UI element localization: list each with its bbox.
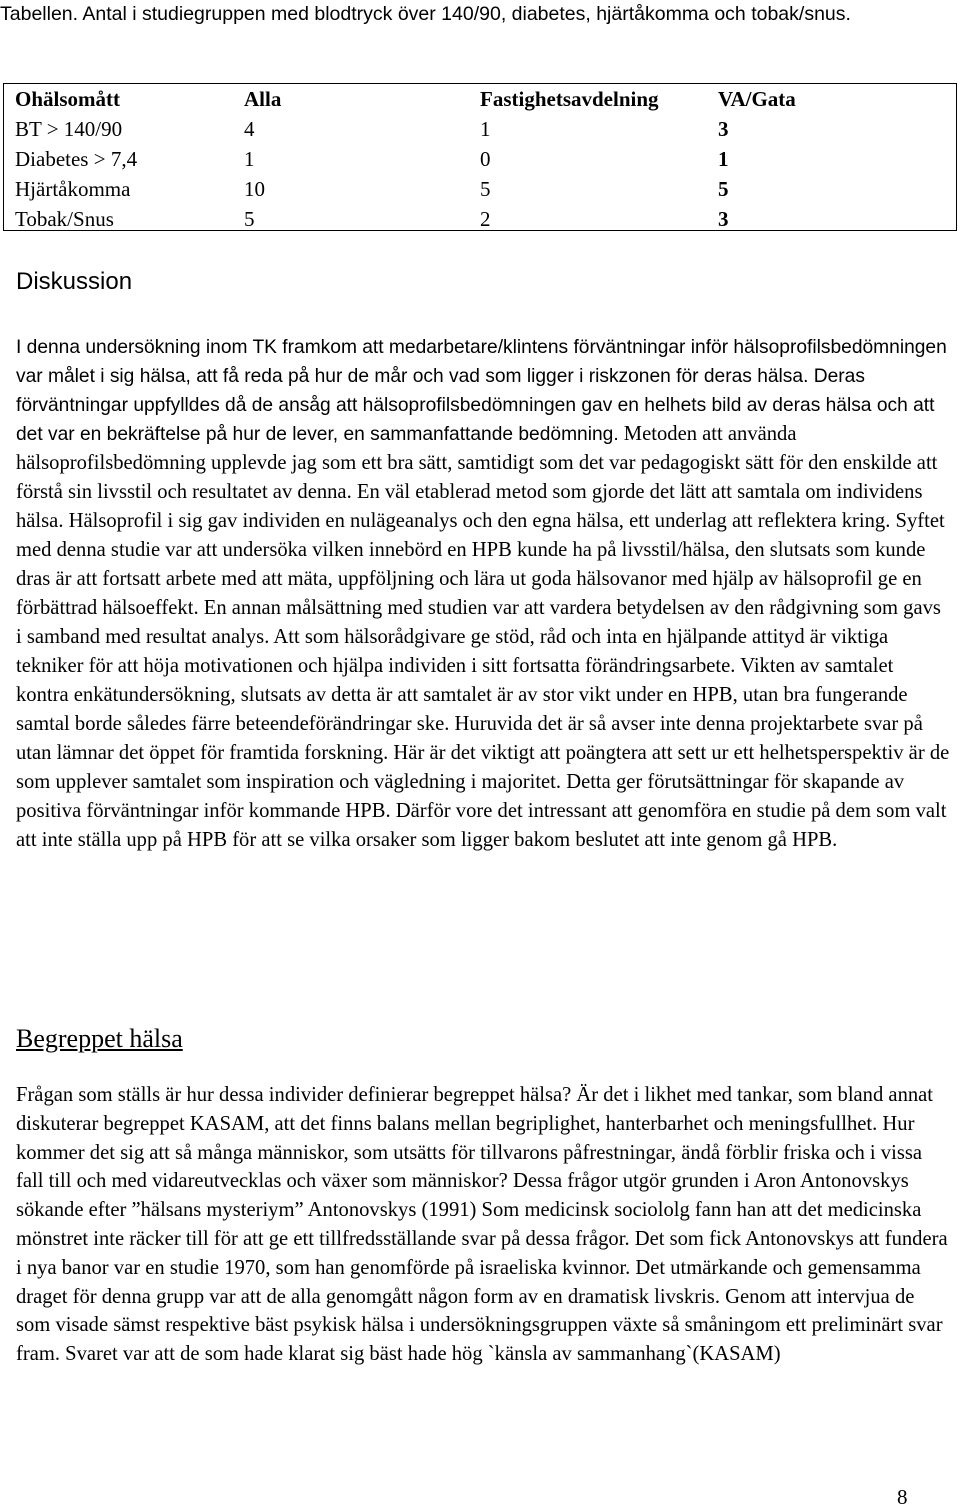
- table-cell: 1: [480, 117, 491, 141]
- table-cell: 10: [244, 177, 265, 201]
- discussion-heading: Diskussion: [16, 268, 133, 295]
- table-cell-label: Hjärtåkomma: [15, 177, 131, 201]
- table-cell: 1: [244, 147, 255, 171]
- table-cell: 2: [480, 207, 491, 231]
- table-cell: 5: [718, 177, 729, 201]
- page-number: 8: [897, 1485, 908, 1509]
- table-cell: 1: [718, 147, 729, 171]
- table-cell-label: BT > 140/90: [15, 117, 123, 141]
- begreppet-heading: Begreppet hälsa: [16, 1024, 183, 1053]
- table-cell: 4: [244, 117, 255, 141]
- table-header-cell: Ohälsomått: [15, 87, 120, 111]
- table-header-cell: Alla: [244, 87, 282, 111]
- table-row: [4, 114, 956, 144]
- table-cell: 0: [480, 147, 491, 171]
- table-row: [4, 174, 956, 204]
- health-table-frame: [3, 83, 957, 231]
- health-table: [4, 84, 956, 234]
- discussion-paragraph: [16, 333, 951, 855]
- discussion-text-serif: Metoden att använda hälsoprofilsbedömning upplevde jag som ett bra sätt, samtidigt som det var pedagogiskt sätt för den enskilde att förstå sin livsstil och resultatet av denna. En väl etablerad metod som gjorde det lätt att samtala om individens hälsa. Hälsoprofil i sig gav individen en nulägeanalys och den egna hälsa, ett underlag att reflektera kring. Syftet med denna studie var att undersöka vilken innebörd en HPB kunde ha på livsstil/hälsa, den slutsats som kunde dras är att fortsatt arbete med att mäta, uppföljning och lära ut goda hälsovanor med hjälp av hälsoprofil ge en förbättrad hälsoeffekt. En annan målsättning med studien var att vardera betydelsen av den rådgivning som gavs i samband med resultat analys. Att som hälsorådgivare ge stöd, råd och inta en hjälpande attityd är viktiga tekniker för att höja motivationen och hjälpa individen i sitt fortsatta förändringsarbete. Vikten av samtalet kontra enkätundersökning, slutsats av detta är att samtalet är av stor vikt under en HPB, utan bra fungerande samtal borde således färre beteendeförändringar ske. Huruvida det är så avser inte denna projektarbete svar på utan lämnar det öppet för framtida forskning. Här är det viktigt att poängtera att sett ur ett helhetsperspektiv är de som upplever samtalet som inspiration och vägledning i majoritet. Detta ger förutsättningar för skapande av positiva förväntningar inför kommande HPB. Därför vore det intressant att genomföra en studie på dem som valt att inte ställa upp på HPB för att se vilka orsaker som ligger bakom beslutet att inte genom gå HPB.: [16, 423, 950, 851]
- table-cell: 3: [718, 207, 729, 231]
- table-cell-label: Diabetes > 7,4: [15, 147, 138, 171]
- table-header-cell: Fastighetsavdelning: [480, 87, 659, 111]
- table-header-cell: VA/Gata: [718, 87, 796, 111]
- table-cell: 5: [480, 177, 491, 201]
- discussion-text-sans: I denna undersökning inom TK framkom att medarbetare/klintens förväntningar inför hälsoprofilsbedömningen var målet i sig hälsa, att få reda på hur de mår och vad som ligger i riskzonen för deras hälsa. Deras förväntningar uppfylldes då de ansåg att hälsoprofilsbedömningen gav en helhets bild av deras hälsa och att det var en bekräftelse på hur de lever, en sammanfattande bedömning.: [16, 337, 947, 445]
- begreppet-paragraph: Frågan som ställs är hur dessa individer definierar begreppet hälsa? Är det i likhet med tankar, som bland annat diskuterar begreppet KASAM, att det finns balans mellan begriplighet, hanterbarhet och meningsfullhet. Hur kommer det sig att så många människor, som utsätts för tillvarons påfrestningar, ändå förblir friska och i vissa fall till och med vidareutvecklas och växer som människor? Dessa frågor utgör grunden i Aron Antonovskys sökande efter ”hälsans mysteriym” Antonovskys (1991) Som medicinsk sociololg fann han att det medicinska mönstret inte räcker till för att ge ett tillfredsställande svar på dessa frågor. Det som fick Antonovskys att fundera i nya banor var en studie 1970, som han genomförde på israeliska kvinnor. Det utmärkande och gemensamma draget för denna grupp var att de alla genomgått någon form av en dramatisk livskris. Genom att intervjua de som visade sämst respektive bäst psykisk hälsa i undersökningsgruppen växte så småningom ett preliminärt svar fram. Svaret var att de som hade klarat sig bäst hade hög `känsla av sammanhang`(KASAM): [16, 1084, 948, 1366]
- table-cell: 3: [718, 117, 729, 141]
- table-cell-label: Tobak/Snus: [15, 207, 114, 231]
- table-row: [4, 204, 956, 234]
- table-row: [4, 144, 956, 174]
- table-caption: Tabellen. Antal i studiegruppen med blodtryck över 140/90, diabetes, hjärtåkomma och tobak/snus.: [0, 3, 851, 25]
- table-header-row: [4, 84, 956, 114]
- table-cell: 5: [244, 207, 255, 231]
